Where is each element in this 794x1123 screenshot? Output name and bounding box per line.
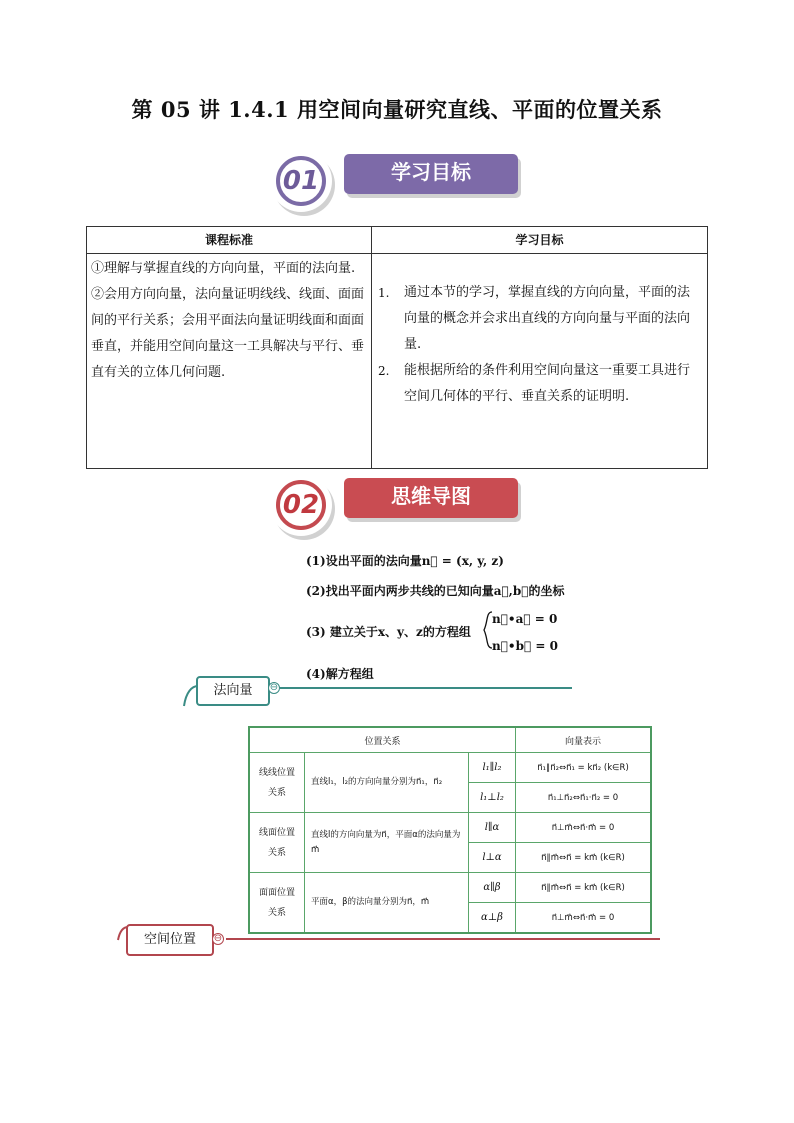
goal-text: 通过本节的学习，掌握直线的方向向量，平面的法向量的概念并会求出直线的方向向量与平面的法向量. <box>404 285 691 352</box>
vector-cell: n⃗⊥m⃗⇔n⃗·m⃗ = 0 <box>516 903 652 934</box>
vector-cell: n⃗₁⊥n⃗₂⇔n⃗₁·n⃗₂ = 0 <box>516 783 652 813</box>
step-3: (3) 建立关于x、y、z的方程组 <box>306 625 471 639</box>
mindmap-node-spatial-position[interactable]: 空间位置 <box>126 924 214 956</box>
relation-cell: l₁⊥l₂ <box>469 783 516 813</box>
category-cell <box>249 873 305 934</box>
relation-cell: l₁∥l₂ <box>469 753 516 783</box>
section-number: 02 <box>282 490 320 520</box>
category-cell <box>249 753 305 813</box>
equation-1: n⃗•a⃗ = 0 <box>492 612 558 626</box>
category-line: 关系 <box>267 847 286 858</box>
relation-cell: α⊥β <box>469 903 516 934</box>
vector-cell: n⃗∥m⃗⇔n⃗ = km⃗ (k∈R) <box>516 843 652 873</box>
vector-cell: n⃗₁∥n⃗₂⇔n⃗₁ = kn⃗₂ (k∈R) <box>516 753 652 783</box>
relation-cell: α∥β <box>469 873 516 903</box>
category-line: 线线位置 <box>258 767 295 778</box>
section-label: 思维导图 <box>391 484 471 508</box>
equation-brace <box>484 612 492 648</box>
standard-line: ①理解与掌握直线的方向向量，平面的法向量. <box>91 261 356 276</box>
description-cell: 直线l₁，l₂的方向向量分别为n⃗₁，n⃗₂ <box>305 753 469 813</box>
column-header-standard: 课程标准 <box>87 227 372 254</box>
description-cell: 平面α，β的法向量分别为n⃗，m⃗ <box>305 873 469 934</box>
section-label: 学习目标 <box>391 160 471 184</box>
equation-2: n⃗•b⃗ = 0 <box>492 639 558 653</box>
section-number: 01 <box>282 166 320 196</box>
category-line: 关系 <box>267 787 286 798</box>
step-4: (4)解方程组 <box>306 667 374 681</box>
category-line: 线面位置 <box>258 827 295 838</box>
column-header-relation: 位置关系 <box>249 727 516 753</box>
column-header-vector: 向量表示 <box>516 727 652 753</box>
collapse-icon[interactable]: ⊖ <box>213 933 223 944</box>
step-1: (1)设出平面的法向量n⃗ = (x, y, z) <box>306 554 504 568</box>
category-cell <box>249 813 305 873</box>
relation-cell: l∥α <box>469 813 516 843</box>
standard-line: ②会用方向向量，法向量证明线线、线面、面面间的平行关系；会用平面法向量证明线面和面面垂直，并能用空间向量这一工具解决与平行、垂直有关的立体几何问题. <box>91 287 365 380</box>
step-2: (2)找出平面内两步共线的已知向量a⃗,b⃗的坐标 <box>306 584 565 598</box>
position-relation-table <box>248 726 652 934</box>
vector-cell: n⃗⊥m⃗⇔n⃗·m⃗ = 0 <box>516 813 652 843</box>
category-line: 关系 <box>267 907 286 918</box>
page-title: 第 05 讲 1.4.1 用空间向量研究直线、平面的位置关系 <box>131 97 663 122</box>
goal-index: 2. <box>378 364 390 378</box>
vector-cell: n⃗∥m⃗⇔n⃗ = km⃗ (k∈R) <box>516 873 652 903</box>
description-cell: 直线l的方向向量为n⃗，平面α的法向量为m⃗ <box>305 813 469 873</box>
column-header-goals: 学习目标 <box>372 227 708 254</box>
collapse-icon[interactable]: ⊖ <box>269 682 279 693</box>
goal-text: 能根据所给的条件利用空间向量这一重要工具进行空间几何体的平行、垂直关系的证明明. <box>404 363 691 404</box>
relation-cell: l⊥α <box>469 843 516 873</box>
mindmap-node-normal-vector[interactable]: 法向量 <box>196 676 270 706</box>
goal-index: 1. <box>378 286 390 300</box>
category-line: 面面位置 <box>258 887 295 898</box>
